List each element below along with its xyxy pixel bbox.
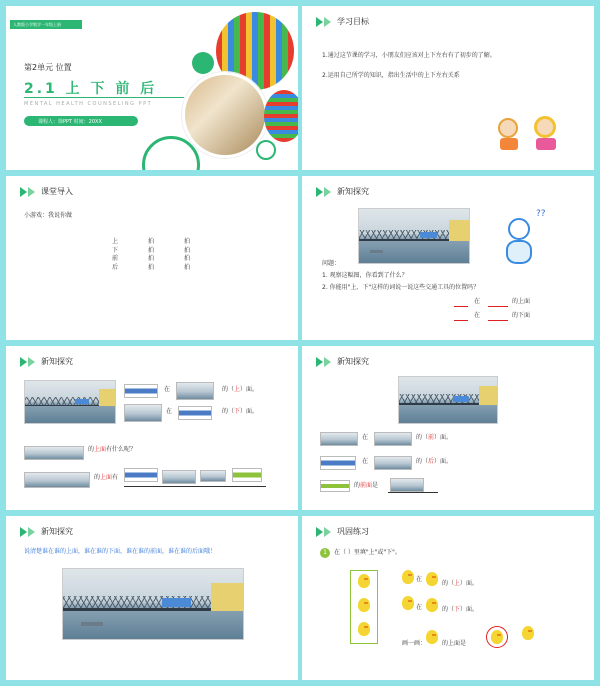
game-col-1: 上 下 前 后 [112, 238, 119, 272]
slide-header [20, 356, 73, 367]
slide-title: 学习目标 [337, 17, 369, 26]
chick-icon [358, 622, 370, 636]
bridge-thumb [24, 446, 84, 460]
chick-icon [402, 596, 414, 610]
row1: 的（上）面。 [442, 580, 479, 587]
zai-2: 在 [362, 458, 369, 465]
slide-title: 巩固练习 [337, 527, 369, 536]
line2: 的（后）面。 [416, 458, 453, 465]
line3: 的前面是 [354, 482, 379, 489]
answer-underline [388, 492, 438, 493]
slide-header [20, 526, 73, 537]
chevron-icon [20, 527, 35, 537]
blank-1-mid: 在 [474, 298, 481, 305]
slide-title: 新知探究 [41, 357, 73, 366]
zai-2: 在 [166, 408, 173, 415]
answer-thumb-4 [232, 468, 262, 482]
abacus-image-large [182, 72, 268, 158]
answer-thumb-2 [162, 470, 196, 484]
chick-icon [426, 572, 438, 586]
slide-explore-4[interactable] [6, 516, 298, 680]
blank-2-mid: 在 [474, 312, 481, 319]
chick-icon [426, 630, 438, 644]
game-col-2: 拍 拍 拍 拍 [148, 238, 155, 272]
answer-underline [124, 486, 266, 487]
slide-explore-1[interactable] [302, 176, 594, 340]
bus-thumb-2 [178, 406, 212, 420]
question-mark: ?? [536, 209, 546, 219]
boat-thumb-2 [374, 432, 412, 446]
bus-thumb [320, 456, 356, 470]
chevron-icon [316, 187, 331, 197]
row1-pre: 在 [416, 576, 423, 583]
slide-header [316, 16, 369, 27]
bridge-image [398, 376, 498, 424]
panda-cartoon [508, 218, 530, 240]
bus-thumb [124, 384, 158, 398]
zai-1: 在 [362, 434, 369, 441]
bridge-image [358, 208, 470, 264]
green-dot [192, 52, 214, 74]
chick-icon [491, 630, 503, 644]
chevron-icon [316, 17, 331, 27]
line2: 的（下）面。 [222, 408, 259, 415]
bridge-thumb-2 [24, 472, 90, 488]
game-table [112, 238, 190, 273]
car-thumb [320, 480, 350, 492]
slide-practice[interactable] [302, 516, 594, 680]
answer-line: 的上面有 [94, 474, 119, 481]
line1: 的（前）面。 [416, 434, 453, 441]
zai-1: 在 [164, 386, 171, 393]
unit-label: 第2单元 位置 [24, 63, 72, 72]
bridge-image [24, 380, 116, 424]
answer-thumb-1 [124, 468, 158, 482]
lesson-title: 2.1 上 下 前 后 [24, 81, 158, 97]
cover-divider [24, 97, 184, 98]
question-2: 2. 你能用"上、下"这样的词说一说这些交通工具的位置吗？ [322, 284, 480, 291]
blank-1-end: 的上面 [512, 298, 531, 305]
girl-cartoon [534, 116, 556, 138]
chick-icon [358, 574, 370, 588]
question-label: 问题： [322, 260, 341, 267]
blank-2a[interactable] [454, 320, 468, 321]
goal-1: 1.通过这节课的学习，小朋友们应该对上下左右有了初步的了解。 [322, 52, 496, 59]
slide-header [316, 526, 369, 537]
slide-explore-2[interactable] [6, 346, 298, 510]
chick-icon [358, 598, 370, 612]
chick-icon [402, 570, 414, 584]
boat-thumb-3 [374, 456, 412, 470]
slide-explore-3[interactable] [302, 346, 594, 510]
blank-1b[interactable] [488, 306, 508, 307]
question-line: 的上面有什么呢？ [88, 446, 137, 453]
chevron-icon [20, 187, 35, 197]
row2: 的（下）面。 [442, 606, 479, 613]
blank-2-end: 的下面 [512, 312, 531, 319]
cover-tag: 人教版小学数学一年级上册 [10, 20, 82, 29]
answer-thumb [390, 478, 424, 492]
chevron-icon [316, 527, 331, 537]
boy-cartoon [498, 118, 518, 138]
ring-small [256, 140, 276, 160]
blank-2b[interactable] [488, 320, 508, 321]
slide-title: 新知探究 [41, 527, 73, 536]
row2-pre: 在 [416, 604, 423, 611]
boat-thumb-2 [124, 404, 162, 422]
chick-icon [426, 598, 438, 612]
slide-header [316, 356, 369, 367]
intro-text: 小游戏：我说你做 [24, 212, 73, 219]
slide-learning-goals[interactable] [302, 6, 594, 170]
slide-title: 新知探究 [337, 187, 369, 196]
row3-mid: 的上面是 [442, 640, 467, 647]
game-col-3: 拍 拍 拍 拍 [184, 238, 191, 272]
slide-title: 课堂导入 [41, 187, 73, 196]
answer-thumb-3 [200, 470, 226, 482]
line1: 的（上）面。 [222, 386, 259, 393]
blank-1a[interactable] [454, 306, 468, 307]
panda-body [506, 240, 532, 264]
bridge-image [62, 568, 244, 640]
slide-cover[interactable] [6, 6, 298, 170]
slide-intro[interactable] [6, 176, 298, 340]
prompt-text: 说清楚谁在谁的上面，谁在谁的下面，谁在谁的前面，谁在谁的后面哦！ [24, 548, 217, 555]
slide-header [20, 186, 73, 197]
boat-thumb [320, 432, 358, 446]
abacus-image-small [264, 90, 298, 142]
boy-body [500, 138, 518, 150]
slide-header [316, 186, 369, 197]
question-1: 1. 观察这幅图，你看到了什么？ [322, 272, 408, 279]
slide-title: 新知探究 [337, 357, 369, 366]
cover-subtitle: MENTAL HEALTH COUNSELING PPT [24, 101, 153, 107]
girl-body [536, 138, 556, 150]
cover-meta: 课程人：徐PPT 时间：20XX [24, 116, 138, 126]
exercise-number: 1 [320, 548, 330, 558]
row3: 画一画： [402, 640, 427, 647]
chevron-icon [20, 357, 35, 367]
boat-thumb [176, 382, 214, 400]
instruction: 在（ ）里填"上"或"下"。 [334, 549, 401, 556]
chevron-icon [316, 357, 331, 367]
chick-icon [522, 626, 534, 640]
goal-2: 2.运用自己所学的知识，指出生活中的上下左右关系 [322, 72, 460, 79]
